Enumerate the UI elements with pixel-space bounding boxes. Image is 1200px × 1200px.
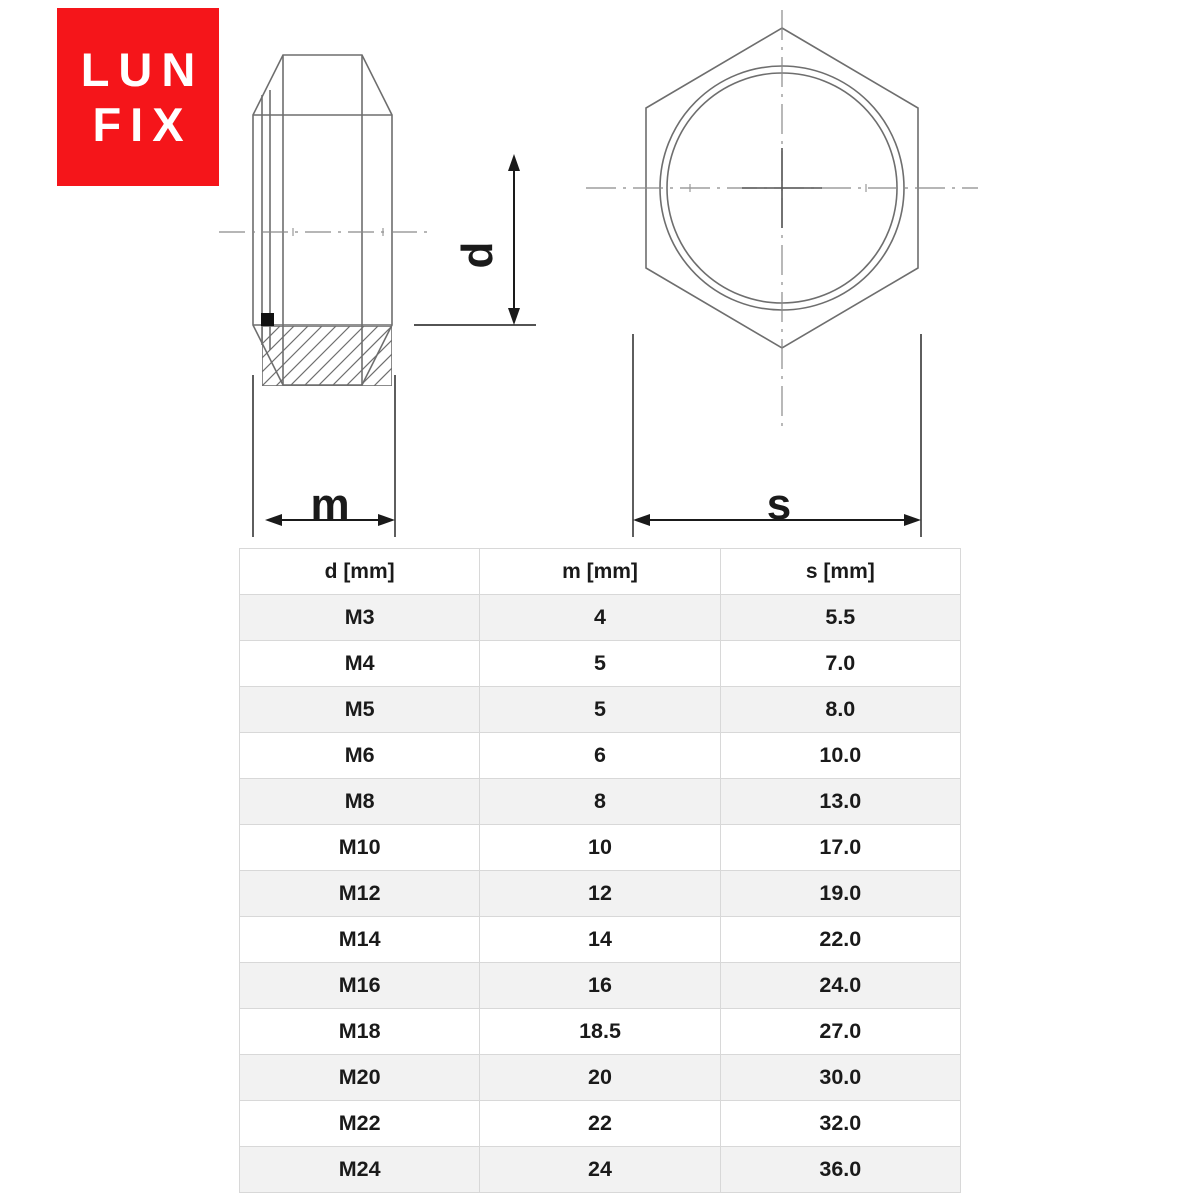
thread-marker <box>261 313 274 326</box>
cell-m: 18.5 <box>480 1009 720 1055</box>
table-row <box>240 825 961 871</box>
cell-d: M4 <box>240 641 480 687</box>
cell-m: 6 <box>480 733 720 779</box>
cell-s: 36.0 <box>720 1147 960 1193</box>
cell-s: 13.0 <box>720 779 960 825</box>
cell-s: 10.0 <box>720 733 960 779</box>
cell-s: 8.0 <box>720 687 960 733</box>
cell-s: 24.0 <box>720 963 960 1009</box>
cell-s: 30.0 <box>720 1055 960 1101</box>
column-header-m: m [mm] <box>480 549 720 595</box>
cell-s: 7.0 <box>720 641 960 687</box>
cell-m: 5 <box>480 687 720 733</box>
table-row <box>240 733 961 779</box>
cell-s: 19.0 <box>720 871 960 917</box>
cell-m: 14 <box>480 917 720 963</box>
table-row <box>240 779 961 825</box>
spec-table-container <box>239 548 961 1193</box>
cell-s: 5.5 <box>720 595 960 641</box>
cell-m: 10 <box>480 825 720 871</box>
side-view-outline <box>253 55 392 385</box>
cell-d: M3 <box>240 595 480 641</box>
column-header-s: s [mm] <box>720 549 960 595</box>
hex-nut-technical-drawing <box>0 0 1200 545</box>
cell-m: 4 <box>480 595 720 641</box>
cell-d: M8 <box>240 779 480 825</box>
cell-d: M20 <box>240 1055 480 1101</box>
cell-m: 16 <box>480 963 720 1009</box>
brand-logo-line-1: LUN <box>80 43 205 97</box>
table-row <box>240 963 961 1009</box>
table-row <box>240 595 961 641</box>
cell-m: 22 <box>480 1101 720 1147</box>
cell-m: 5 <box>480 641 720 687</box>
cell-d: M14 <box>240 917 480 963</box>
table-row <box>240 1147 961 1193</box>
table-row <box>240 1055 961 1101</box>
table-row <box>240 871 961 917</box>
dimension-label-m: m <box>310 480 350 529</box>
table-row <box>240 1101 961 1147</box>
cell-d: M6 <box>240 733 480 779</box>
brand-logo-line-2: FIX <box>92 98 193 151</box>
table-row <box>240 917 961 963</box>
cell-s: 17.0 <box>720 825 960 871</box>
dimension-d <box>414 154 536 325</box>
column-header-d: d [mm] <box>240 549 480 595</box>
cell-m: 8 <box>480 779 720 825</box>
side-view-section-hatch <box>262 326 392 386</box>
cell-m: 12 <box>480 871 720 917</box>
table-header-row <box>240 549 961 595</box>
cell-d: M12 <box>240 871 480 917</box>
cell-s: 32.0 <box>720 1101 960 1147</box>
cell-d: M5 <box>240 687 480 733</box>
cell-d: M18 <box>240 1009 480 1055</box>
table-row <box>240 687 961 733</box>
cell-d: M10 <box>240 825 480 871</box>
cell-s: 22.0 <box>720 917 960 963</box>
dimension-label-d: d <box>453 241 502 269</box>
dimension-label-s: s <box>766 480 792 529</box>
cell-d: M16 <box>240 963 480 1009</box>
cell-m: 20 <box>480 1055 720 1101</box>
dimensions-table <box>239 548 961 1193</box>
cell-d: M24 <box>240 1147 480 1193</box>
cell-m: 24 <box>480 1147 720 1193</box>
cell-s: 27.0 <box>720 1009 960 1055</box>
table-row <box>240 641 961 687</box>
cell-d: M22 <box>240 1101 480 1147</box>
top-view-center-cross <box>742 148 822 228</box>
table-row <box>240 1009 961 1055</box>
